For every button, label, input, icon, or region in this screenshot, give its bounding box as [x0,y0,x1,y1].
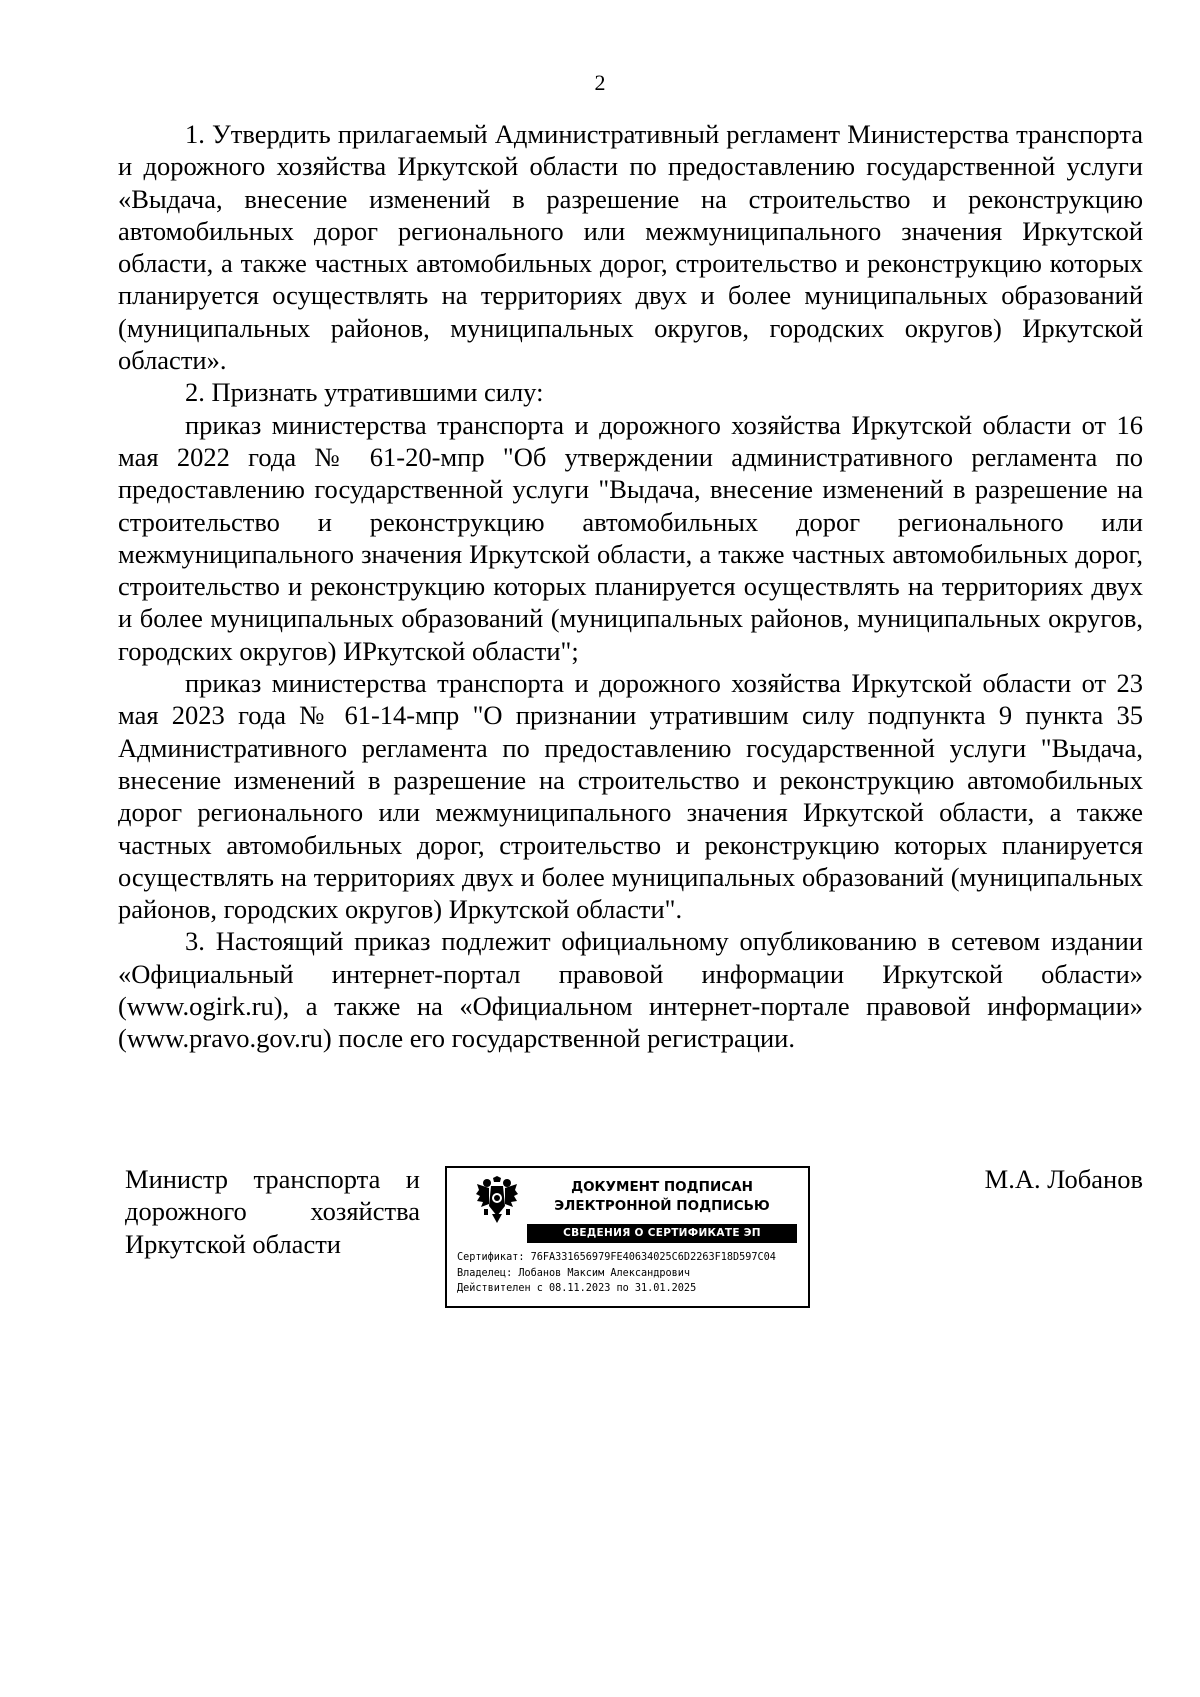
certificate-info-banner: СВЕДЕНИЯ О СЕРТИФИКАТЕ ЭП [527,1224,797,1243]
paragraph-approve-regulation: 1. Утвердить прилагаемый Административный регламент Министерства транспорта и дорожного хозяйства Иркутской области по предоставлению государственной услуги «Выдача, внесение изменений в разрешение на строительство и реконструкцию автомобильных дорог регионального или межмуниципального значения Иркутской области, а также частных автомобильных дорог, строительство и реконструкцию которых планируется осуществлять на территориях двух и более муниципальных образований (муниципальных районов, муниципальных округов, городских округов) Иркутской области». [118,119,1143,376]
stamp-title [527,1178,797,1216]
document-body [118,118,1143,1055]
paragraph-repealed-order-2022: приказ министерства транспорта и дорожного хозяйства Иркутской области от 16 мая 2022 года № 61-20-мпр "Об утверждении административного регламента по предоставлению государственной услуги "Выдача, внесение изменений в разрешение на строительство и реконструкцию автомобильных дорог регионального или межмуниципального значения Иркутской области, а также частных автомобильных дорог, строительство и реконструкцию которых планируется осуществлять на территориях двух и более муниципальных образований (муниципальных районов, муниципальных округов, городских округов) ИРкутской области"; [118,409,1143,666]
russian-coat-of-arms-icon [475,1176,519,1224]
certificate-number: Сертификат: 76FA331656979FE40634025C6D2263F18D597C04 [457,1252,776,1263]
certificate-validity: Действителен с 08.11.2023 по 31.01.2025 [457,1283,697,1294]
stamp-title-line-1: ДОКУМЕНТ ПОДПИСАН [571,1179,753,1195]
certificate-owner: Владелец: Лобанов Максим Александрович [457,1267,691,1279]
paragraph-repealed-order-2023: приказ министерства транспорта и дорожного хозяйства Иркутской области от 23 мая 2023 года № 61-14-мпр "О признании утратившим силу подпункта 9 пункта 35 Административного регламента по предоставлению государственной услуги "Выдача, внесение изменений в разрешение на строительство и реконструкцию автомобильных дорог регионального или межмуниципального значения Иркутской области, а также частных автомобильных дорог, строительство и реконструкцию которых планируется осуществлять на территориях двух и более муниципальных образований (муниципальных районов, городских округов) Иркутской области". [118,668,1143,925]
signer-name: М.А. Лобанов [984,1164,1143,1194]
stamp-title-line-2: ЭЛЕКТРОННОЙ ПОДПИСЬЮ [554,1198,770,1214]
signature-block [0,1163,1200,1323]
signer-position: Министр транспорта и дорожного хозяйства Иркутской области [125,1164,420,1259]
certificate-details [457,1250,807,1297]
page-number: 2 [594,70,606,95]
paragraph-publication: 3. Настоящий приказ подлежит официальному опубликованию в сетевом издании «Официальный интернет-портал правовой информации Иркутской области» (www.ogirk.ru), а также на «Официальном интернет-портале правовой информации» (www.pravo.gov.ru) после его государственной регистрации. [118,926,1143,1054]
electronic-signature-stamp [445,1166,810,1308]
paragraph-repeal-heading: 2. Признать утратившими силу: [185,377,544,408]
